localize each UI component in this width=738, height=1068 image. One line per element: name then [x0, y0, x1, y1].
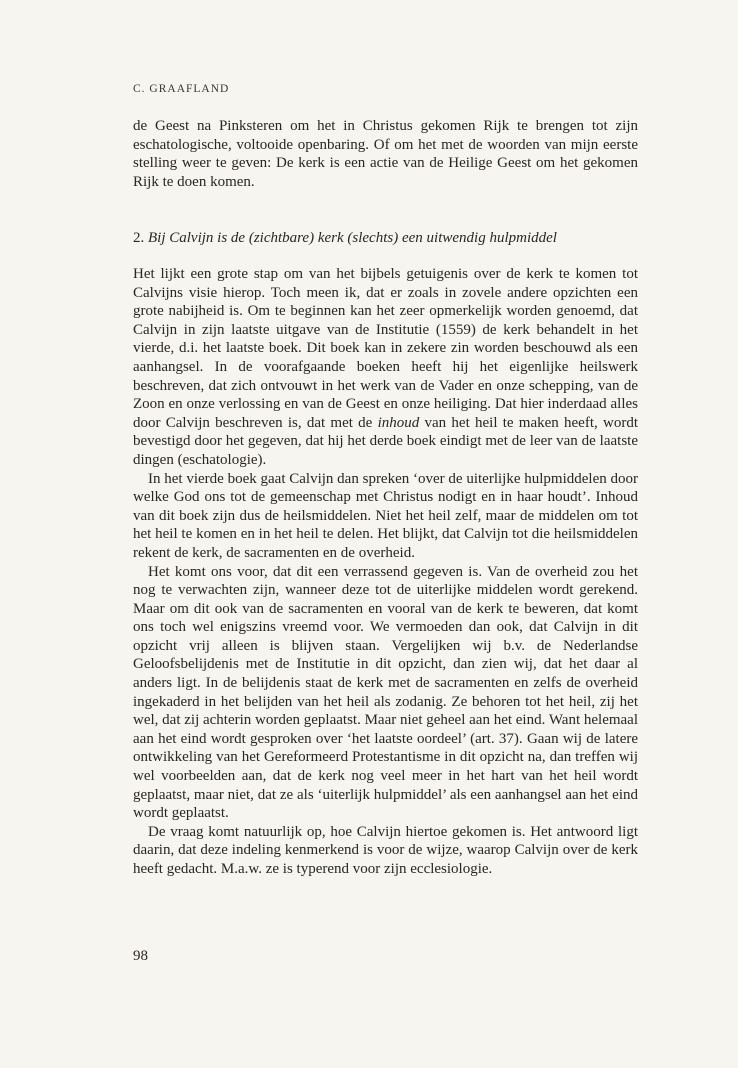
intro-paragraph: de Geest na Pinksteren om het in Christus gekomen Rijk te brengen tot zijn eschatologische, voltooide openbaring. Of om het met de woorden van mijn eerste stelling weer te geven: De kerk is een actie van de Heilige Geest om het gekomen Rijk te doen komen.: [133, 118, 638, 190]
running-head: C. GRAAFLAND: [133, 83, 230, 95]
paragraph-4: De vraag komt natuurlijk op, hoe Calvijn hiertoe gekomen is. Het antwoord ligt daarin, dat deze indeling kenmerkend is voor de wijze, waarop Calvijn over de kerk heeft gedacht. M.a.w. ze is typerend voor zijn ecclesiologie.: [133, 823, 638, 877]
paragraph-1-text-b: van het heil te maken heeft, wordt bevestigd door het gegeven, dat hij het derde boek eindigt met de leer van de laatste dingen (eschatologie).: [133, 414, 638, 468]
section-title: Bij Calvijn is de (zichtbare) kerk (slechts) een uitwendig hulpmiddel: [148, 230, 557, 246]
paragraph-1: [133, 265, 638, 470]
section-heading: [133, 229, 638, 248]
paragraph-2: In het vierde boek gaat Calvijn dan spreken ‘over de uiterlijke hulpmiddelen door welke God ons tot de gemeenschap met Christus nodigt en in haar houdt’. Inhoud van dit boek zijn dus de heilsmiddelen. Niet het heil zelf, maar de middelen om tot het heil te komen en in het heil te delen. Het blijkt, dat Calvijn tot die heilsmiddelen rekent de kerk, de sacramenten en de overheid.: [133, 470, 638, 561]
section-number: 2.: [133, 230, 145, 246]
paragraph-3: Het komt ons voor, dat dit een verrassend gegeven is. Van de overheid zou het nog te verwachten zijn, wanneer deze tot de uiterlijke middelen wordt gerekend. Maar om dit ook van de sacramenten en vooral van de kerk te beweren, dat komt ons toch wel enigszins vreemd voor. We vermoeden dan ook, dat Calvijn in dit opzicht vrij alleen is blijven staan. Vergelijken wij b.v. de Nederlandse Geloofsbelijdenis met de Institutie in dit opzicht, dan zien wij, dat het daar al anders ligt. In de belijdenis staat de kerk met de sacramenten en zelfs de overheid ingekaderd in het belijden van het heil als zodanig. Ze behoren tot het heil, zij het wel, dat zij achterin worden geplaatst. Maar niet geheel aan het eind. Want helemaal aan het eind wordt gesproken over ‘het laatste oordeel’ (art. 37). Gaan wij de latere ontwikkeling van het Gereformeerd Protestantisme in dit opzicht na, dan treffen wij wel voorbeelden aan, dat de kerk nog veel meer in het hart van het heil wordt geplaatst, maar niet, dat ze als ‘uiterlijk hulpmiddel’ als een aanhangsel aan het eind wordt geplaatst.: [133, 563, 638, 822]
page-number: 98: [133, 948, 148, 964]
paragraph-1-text-a: Het lijkt een grote stap om van het bijbels getuigenis over de kerk te komen tot Calvijns visie hierop. Toch meen ik, dat er zoals in zovele andere opzichten een grote nabijheid is. Om te beginnen kan het zeer opmerkelijk worden genoemd, dat Calvijn in zijn laatste uitgave van de Institutie (1559) de kerk behandelt in het vierde, d.i. het laatste boek. Dit boek kan in zekere zin worden beschouwd als een aanhangsel. In de voorafgaande boeken heeft hij het eigenlijke heilswerk beschreven, dat zich ontvouwt in het werk van de Vader en onze schepping, van de Zoon en onze verlossing en van de Geest en onze heiliging. Dat hier inderdaad alles door Calvijn beschreven is, dat met de: [133, 266, 638, 431]
paragraph-1-emphasis: inhoud: [377, 414, 420, 431]
body-text: [133, 265, 638, 879]
